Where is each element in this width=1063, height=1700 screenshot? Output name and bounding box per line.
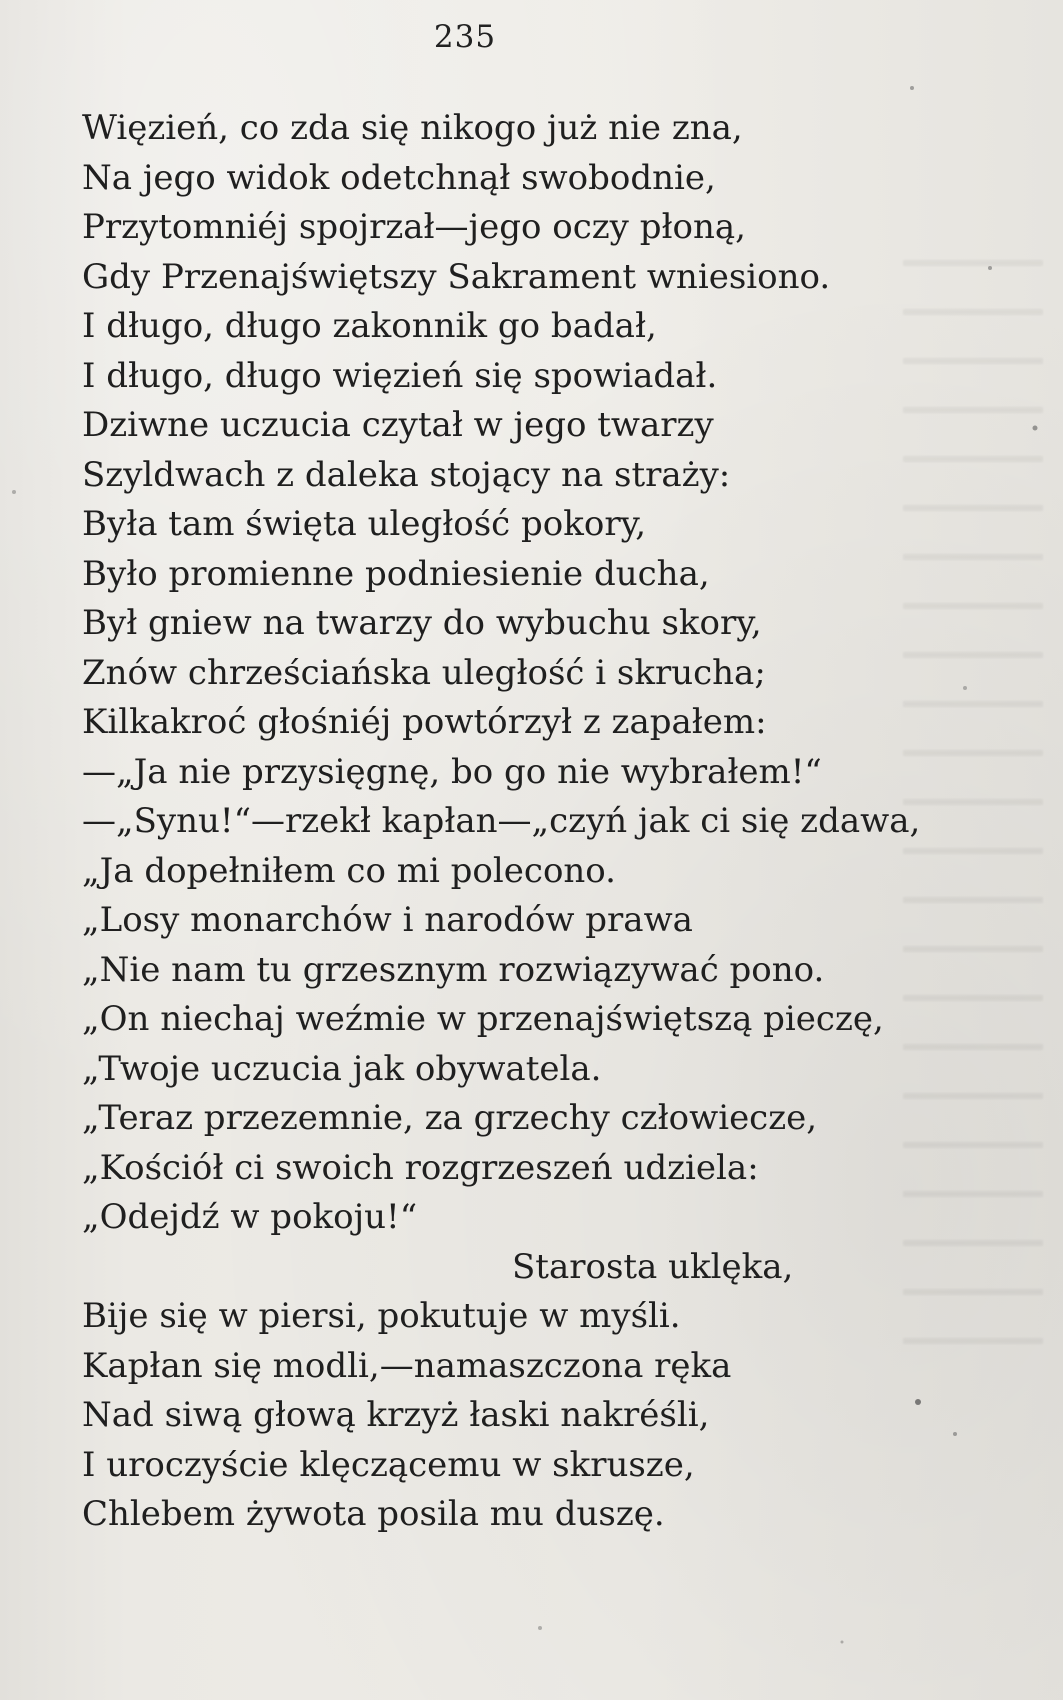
poem-line: I uroczyście klęczącemu w skrusze, (82, 1444, 695, 1485)
poem-line: „Nie nam tu grzesznym rozwiązywać pono. (82, 949, 825, 990)
poem-line: „Kościół ci swoich rozgrzeszeń udziela: (82, 1147, 759, 1188)
poem-line: Dziwne uczucia czytał w jego twarzy (82, 405, 714, 445)
poem-line: „Ja dopełniłem co mi polecono. (82, 850, 616, 891)
poem-line: Chlebem żywota posila mu duszę. (82, 1494, 665, 1534)
poem-line: „On niechaj weźmie w przenajświętszą pieczę, (82, 999, 884, 1039)
poem-line: Znów chrześciańska uległość i skrucha; (82, 652, 766, 693)
poem-line: Gdy Przenajświętszy Sakrament wniesiono. (82, 256, 831, 297)
poem-line: „Losy monarchów i narodów prawa (82, 900, 693, 940)
poem-line: Bije się w piersi, pokutuje w myśli. (82, 1296, 681, 1336)
poem-line: „Teraz przezemnie, za grzechy człowiecze, (82, 1098, 818, 1138)
poem-line: Starosta uklęka, (512, 1246, 794, 1287)
poem-line: Była tam święta uległość pokory, (82, 504, 647, 544)
poem-line: Przytomniéj spojrzał—jego oczy płoną, (82, 207, 746, 247)
poem-line: I długo, długo zakonnik go badał, (82, 306, 657, 346)
poem-line: Na jego widok odetchnął swobodnie, (82, 157, 716, 198)
poem-line: Nad siwą głową krzyż łaski nakréśli, (82, 1395, 710, 1435)
poem-line: Szyldwach z daleka stojący na straży: (82, 454, 731, 495)
poem-line: „Odejdź w pokoju!“ (82, 1197, 418, 1237)
page-number: 235 (433, 19, 497, 55)
poem-line: Był gniew na twarzy do wybuchu skory, (82, 603, 762, 643)
poem-line: „Twoje uczucia jak obywatela. (82, 1048, 602, 1089)
poem-line: Kapłan się modli,—namaszczona ręka (82, 1345, 732, 1386)
poem-line: I długo, długo więzień się spowiadał. (82, 355, 718, 396)
poem-line: Więzień, co zda się nikogo już nie zna, (82, 108, 743, 148)
poem-line: Było promienne podniesienie ducha, (82, 553, 710, 594)
poem-line: —„Ja nie przysięgnę, bo go nie wybrałem!“ (82, 751, 822, 792)
poem-line: —„Synu!“—rzekł kapłan—„czyń jak ci się zdawa, (82, 801, 921, 841)
poem-line: Kilkakroć głośniéj powtórzył z zapałem: (82, 702, 767, 742)
poem-text (82, 104, 982, 1540)
